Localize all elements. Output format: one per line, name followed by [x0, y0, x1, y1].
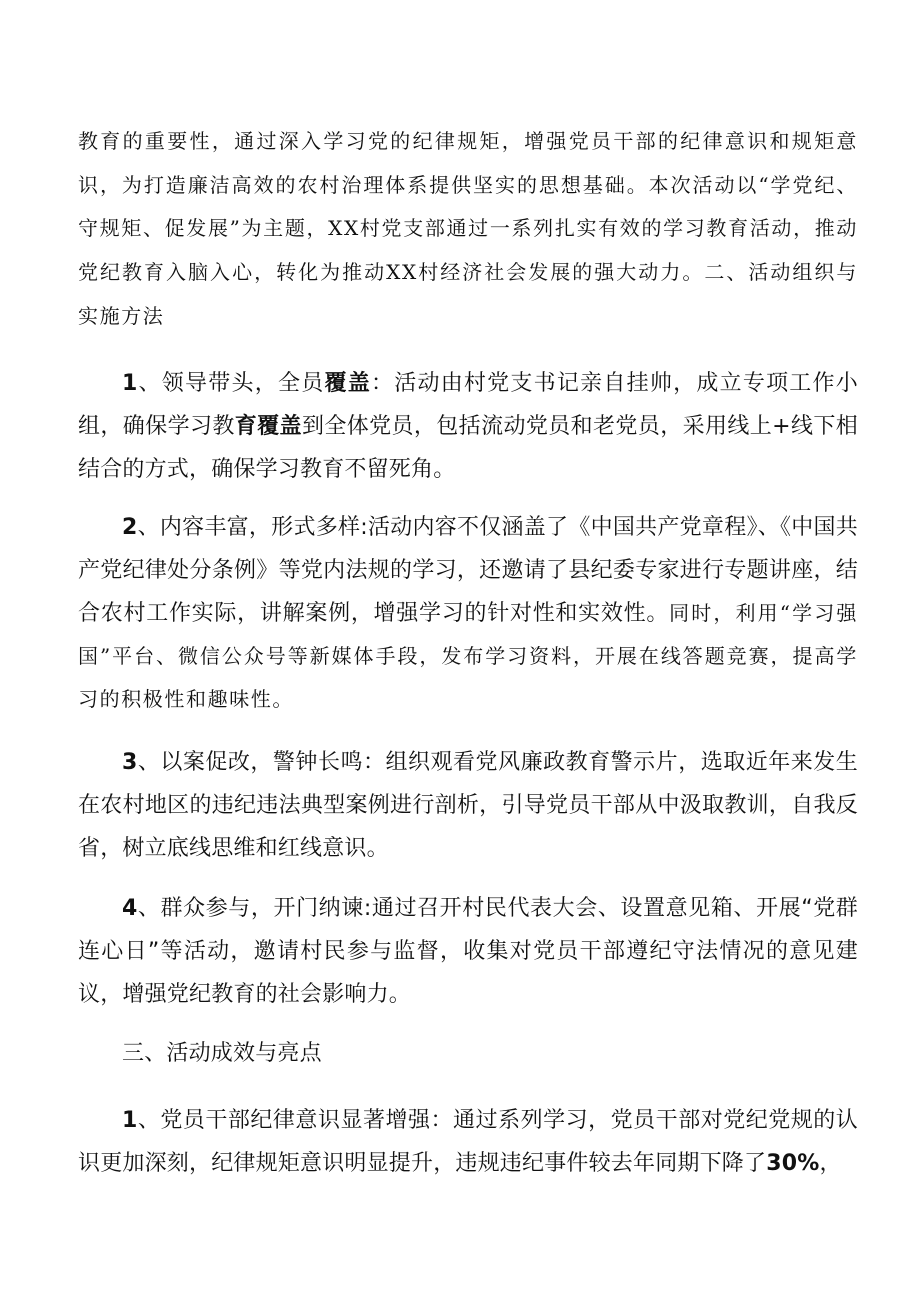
- paragraph-intro: 教育的重要性，通过深入学习党的纪律规矩，增强党员干部的纪律意识和规矩意识，为打造廉洁高效的农村治理体系提供坚实的思想基础。本次活动以“学党纪、守规矩、促发展”为主题，XX村党支部通过一系列扎实有效的学习教育活动，推动党纪教育入脑入心，转化为推动XX村经济社会发展的强大动力。二、活动组织与实施方法: [78, 129, 858, 328]
- item-text: ，: [819, 1151, 842, 1176]
- item-text: 、内容丰富，形式多样:活动内容不仅涵盖了《中国共产党章程》、《中国共产党纪律处分条例》等党内法规的学习，还邀请了县纪委专家进行专题讲座，结合农村工作实际，讲解案例，增强学习的针对性和实效性。: [78, 515, 858, 626]
- paragraph-item-1: [78, 362, 858, 491]
- item-number: 1: [122, 371, 138, 396]
- paragraph-item-4: [78, 887, 858, 1016]
- item-text: 、党员干部纪律意识显著增强：通过系列学习，党员干部对党纪党规的认识更加深刻，纪律规矩意识明显提升，违规违纪事件较去年同期下降了: [78, 1108, 858, 1176]
- item-number: 4: [122, 896, 138, 921]
- item-text-serif: 同时，利用“学习强国”平台、微信公众号等新媒体手段，发布学习资料，开展在线答题竞赛，提高学习的积极性和趣味性。: [78, 601, 859, 711]
- paragraph-result-1: [78, 1099, 858, 1185]
- item-text: 到全体党员，包括流动党员和老党员，采用线上+线下相结合的方式，确保学习教育不留死角。: [78, 414, 858, 482]
- paragraph-item-3: [78, 741, 858, 870]
- item-text: 、群众参与，开门纳谏:通过召开村民代表大会、设置意见箱、开展“党群连心日”等活动，邀请村民参与监督，收集对党员干部遵纪守法情况的意见建议，增强党纪教育的社会影响力。: [78, 896, 858, 1007]
- item-number: 3: [122, 750, 138, 775]
- bold-text: 覆盖: [324, 371, 371, 396]
- paragraph-item-2: [78, 506, 858, 721]
- item-number: 1: [122, 1108, 138, 1133]
- item-text: 、以案促改，警钟长鸣：组织观看党风廉政教育警示片，选取近年来发生在农村地区的违纪违法典型案例进行剖析，引导党员干部从中汲取教训，自我反省，树立底线思维和红线意识。: [78, 750, 858, 861]
- bold-text: 育覆盖: [234, 414, 302, 439]
- item-text: ：活动由村党支书记亲自挂帅，成立专项工作小组，确保学习教: [78, 371, 858, 439]
- section-heading-3: 三、活动成效与亮点: [122, 1041, 322, 1066]
- bold-percent: 30%: [766, 1151, 820, 1176]
- item-number: 2: [122, 515, 138, 540]
- item-text: 、领导带头，全员: [137, 371, 325, 396]
